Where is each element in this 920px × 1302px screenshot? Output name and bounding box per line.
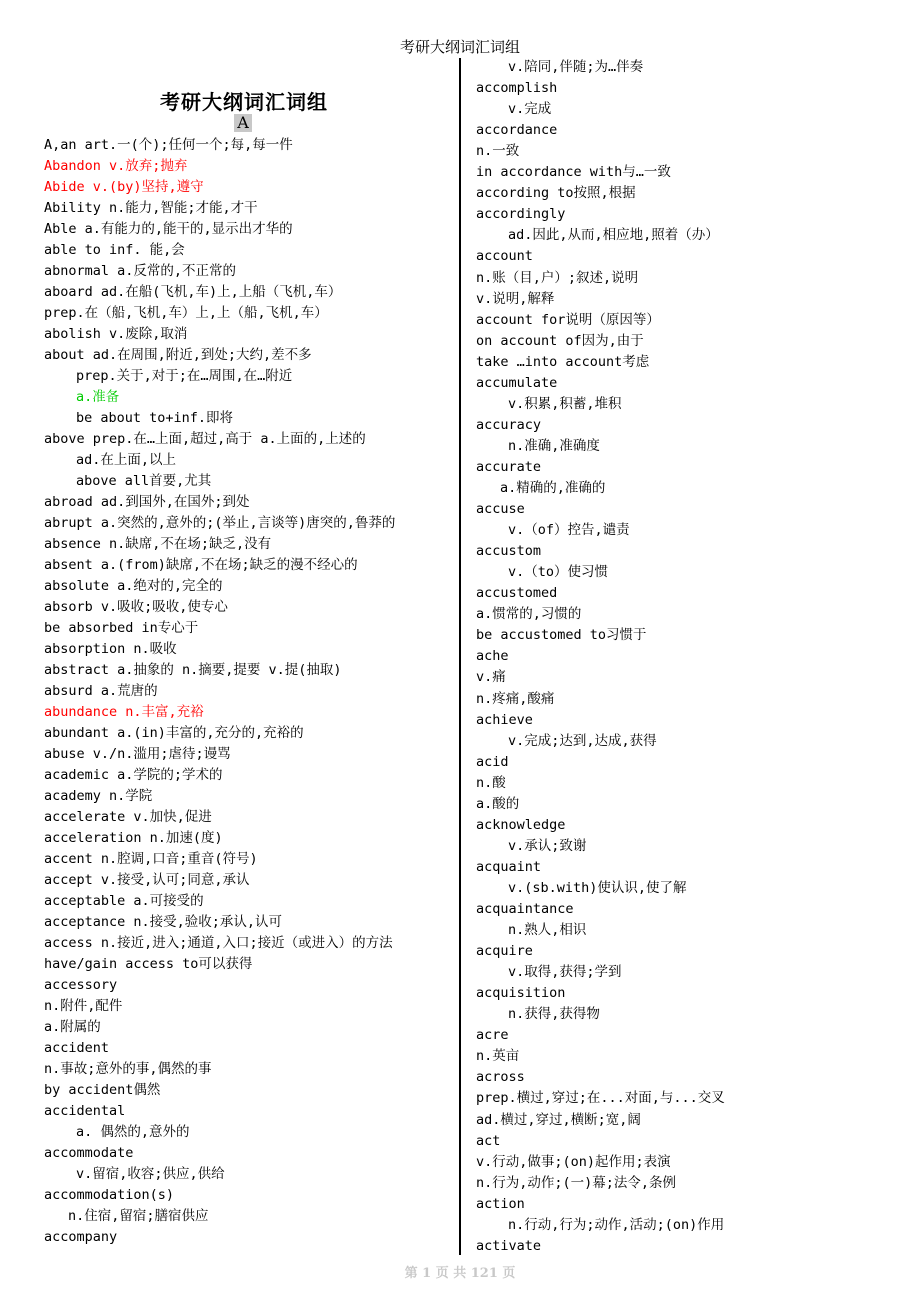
page-footer: 第 1 页 共 121 页 <box>404 1266 516 1281</box>
entry-line: action <box>476 1195 525 1212</box>
entry-line: a.准备 <box>76 389 120 405</box>
entry-line: A,an art.一(个);任何一个;每,每一件 <box>44 137 293 153</box>
entry-line: n.一致 <box>476 143 520 160</box>
entry-line: accommodation(s) <box>44 1187 175 1203</box>
entry-line: acceptance n.接受,验收;承认,认可 <box>44 914 283 930</box>
page-header: 考研大纲词汇词组 <box>399 38 520 56</box>
entry-line: v.(sb.with)使认识,使了解 <box>508 879 687 896</box>
entry-line: account for说明（原因等） <box>476 311 660 328</box>
entry-line: accustom <box>476 543 542 560</box>
entry-line: ad.因此,从而,相应地,照着（办） <box>508 227 719 244</box>
entry-line: on account of因为,由于 <box>476 332 644 349</box>
entry-line: accent n.腔调,口音;重音(符号) <box>44 851 258 867</box>
entry-line: n.疼痛,酸痛 <box>476 690 555 707</box>
entry-line: aboard ad.在船(飞机,车)上,上船（飞机,车） <box>44 284 342 300</box>
entry-line: take …into account考虑 <box>476 353 650 370</box>
entry-line: be absorbed in专心于 <box>44 620 199 636</box>
entry-line: acquisition <box>476 985 566 1002</box>
entry-line: n.行动,行为;动作,活动;(on)作用 <box>508 1216 725 1233</box>
entry-line: prep.关于,对于;在…周围,在…附近 <box>76 368 293 384</box>
entry-line: ache <box>476 648 509 665</box>
entry-line: acquire <box>476 943 533 960</box>
entry-line: accident <box>44 1040 110 1056</box>
entry-line: n.英亩 <box>476 1048 520 1065</box>
entry-line: able to inf. 能,会 <box>44 242 185 258</box>
entry-line: accuse <box>476 501 525 518</box>
entry-line: activate <box>476 1237 542 1254</box>
entry-line: v.（of）控告,谴责 <box>508 522 630 539</box>
entry-line: ad.在上面,以上 <box>76 452 177 468</box>
entry-line: abstract a.抽象的 n.摘要,提要 v.提(抽取) <box>44 662 342 678</box>
entry-line: Able a.有能力的,能干的,显示出才华的 <box>44 221 293 237</box>
entry-line: n.熟人,相识 <box>508 922 587 939</box>
entry-line: acid <box>476 753 509 770</box>
entry-line: v.说明,解释 <box>476 290 555 307</box>
entry-line: in accordance with与…一致 <box>476 164 671 181</box>
document-title: 考研大纲词汇词组 <box>160 90 328 114</box>
entry-line: accuracy <box>476 416 542 433</box>
entry-line: v.完成 <box>508 101 552 118</box>
entry-line: accidental <box>44 1103 126 1119</box>
entry-line: n.事故;意外的事,偶然的事 <box>44 1061 212 1077</box>
entry-line: Ability n.能力,智能;才能,才干 <box>44 200 258 216</box>
column-divider <box>459 58 461 1255</box>
entry-line: accelerate v.加快,促进 <box>44 809 212 825</box>
entry-line: across <box>476 1069 525 1086</box>
entry-line: abolish v.废除,取消 <box>44 326 188 342</box>
entry-line: acceptable a.可接受的 <box>44 893 204 909</box>
entry-line: accordance <box>476 122 558 139</box>
section-letter-badge: A <box>234 114 252 132</box>
entry-line: above prep.在…上面,超过,高于 a.上面的,上述的 <box>44 431 366 447</box>
entry-line: academic a.学院的;学术的 <box>44 767 223 783</box>
entry-line: n.获得,获得物 <box>508 1006 600 1023</box>
entry-line: n.账（目,户）;叙述,说明 <box>476 269 639 286</box>
entry-line: accustomed <box>476 585 558 602</box>
entry-line: v.（to）使习惯 <box>508 564 609 581</box>
entry-line: abundance n.丰富,充裕 <box>44 704 204 720</box>
entry-line: a.精确的,准确的 <box>500 480 606 496</box>
entry-line: act <box>476 1132 501 1149</box>
entry-line: accommodate <box>44 1145 134 1161</box>
entry-line: v.痛 <box>476 669 506 686</box>
entry-line: accept v.接受,认可;同意,承认 <box>44 872 250 888</box>
entry-line: about ad.在周围,附近,到处;大约,差不多 <box>44 347 312 363</box>
entry-line: absence n.缺席,不在场;缺乏,没有 <box>44 536 272 552</box>
entry-line: according to按照,根据 <box>476 185 636 202</box>
entry-line: acre <box>476 1027 509 1044</box>
entry-line: abroad ad.到国外,在国外;到处 <box>44 494 250 510</box>
entry-line: absorb v.吸收;吸收,使专心 <box>44 599 228 615</box>
entry-line: n.行为,动作;(一)幕;法令,条例 <box>476 1174 677 1191</box>
entry-line: acquaint <box>476 858 542 875</box>
entry-line: academy n.学院 <box>44 788 153 804</box>
entry-line: accurate <box>476 458 542 475</box>
entry-line: n.住宿,留宿;膳宿供应 <box>68 1208 209 1224</box>
entry-line: ad.横过,穿过,横断;宽,阔 <box>476 1111 641 1128</box>
entry-line: v.承认;致谢 <box>508 837 587 854</box>
entry-line: a. 偶然的,意外的 <box>76 1124 190 1140</box>
entry-line: Abide v.(by)坚持,遵守 <box>44 179 204 195</box>
entry-line: abnormal a.反常的,不正常的 <box>44 263 237 279</box>
entry-line: access n.接近,进入;通道,入口;接近（或进入）的方法 <box>44 935 393 951</box>
entry-line: abuse v./n.滥用;虐待;谩骂 <box>44 746 231 762</box>
entry-line: a.酸的 <box>476 795 520 812</box>
entry-line: by accident偶然 <box>44 1082 161 1098</box>
entry-line: accessory <box>44 977 118 993</box>
entry-line: absolute a.绝对的,完全的 <box>44 578 223 594</box>
entry-line: v.留宿,收容;供应,供给 <box>76 1166 225 1182</box>
entry-line: n.附件,配件 <box>44 998 123 1014</box>
entry-line: v.行动,做事;(on)起作用;表演 <box>476 1153 671 1170</box>
entry-line: accumulate <box>476 374 558 391</box>
entry-line: absent a.(from)缺席,不在场;缺乏的漫不经心的 <box>44 557 358 573</box>
entry-line: be accustomed to习惯于 <box>476 627 647 644</box>
entry-line: accomplish <box>476 80 558 97</box>
entry-line: abundant a.(in)丰富的,充分的,充裕的 <box>44 725 304 741</box>
entry-line: n.准确,准确度 <box>508 437 600 454</box>
entry-line: abrupt a.突然的,意外的;(举止,言谈等)唐突的,鲁莽的 <box>44 515 396 531</box>
entry-line: have/gain access to可以获得 <box>44 956 253 972</box>
entry-line: prep.在（船,飞机,车）上,上（船,飞机,车） <box>44 305 328 321</box>
entry-line: v.积累,积蓄,堆积 <box>508 395 622 412</box>
entry-line: acceleration n.加速(度) <box>44 830 223 846</box>
entry-line: absurd a.荒唐的 <box>44 683 158 699</box>
entry-line: a.惯常的,习惯的 <box>476 606 582 623</box>
entry-line: accordingly <box>476 206 566 223</box>
entry-line: account <box>476 248 533 265</box>
entry-line: acquaintance <box>476 901 574 917</box>
entry-line: v.取得,获得;学到 <box>508 964 622 981</box>
entry-line: v.完成;达到,达成,获得 <box>508 732 657 749</box>
entry-line: prep.横过,穿过;在...对面,与...交叉 <box>476 1090 725 1107</box>
entry-line: v.陪同,伴随;为…伴奏 <box>508 59 644 75</box>
entry-line: a.附属的 <box>44 1019 101 1035</box>
entry-line: above all首要,尤其 <box>76 473 212 489</box>
entry-line: accompany <box>44 1229 118 1245</box>
entry-line: absorption n.吸收 <box>44 641 177 657</box>
entry-line: Abandon v.放弃;抛弃 <box>44 158 188 174</box>
entry-line: n.酸 <box>476 774 506 791</box>
entry-line: acknowledge <box>476 816 566 833</box>
entry-line: be about to+inf.即将 <box>76 410 234 426</box>
entry-line: achieve <box>476 711 533 728</box>
